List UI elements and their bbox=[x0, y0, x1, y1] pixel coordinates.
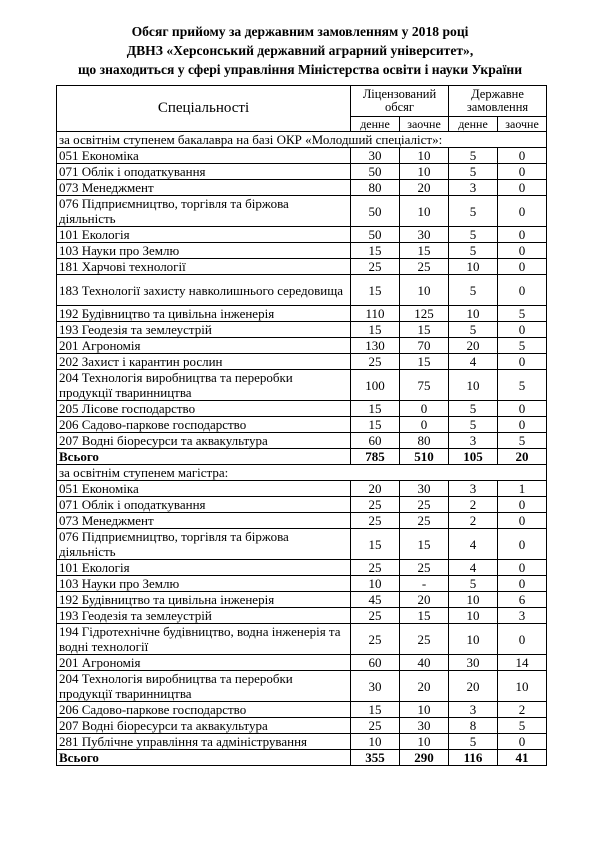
cell-st-ext: 0 bbox=[498, 164, 547, 180]
cell-st-ext: 0 bbox=[498, 196, 547, 227]
cell-lic-day: 80 bbox=[351, 180, 400, 196]
specialty-name: 205 Лісове господарство bbox=[57, 401, 351, 417]
cell-st-ext: 5 bbox=[498, 306, 547, 322]
cell-lic-day: 25 bbox=[351, 259, 400, 275]
cell-lic-day: 60 bbox=[351, 655, 400, 671]
cell-st-day: 5 bbox=[449, 401, 498, 417]
cell-lic-day: 50 bbox=[351, 196, 400, 227]
cell-lic-day: 15 bbox=[351, 529, 400, 560]
cell-st-day: 2 bbox=[449, 497, 498, 513]
table-row bbox=[57, 655, 547, 671]
table-row bbox=[57, 497, 547, 513]
cell-lic-ext: 10 bbox=[400, 164, 449, 180]
cell-st-ext: 0 bbox=[498, 259, 547, 275]
specialty-name: 071 Облік і оподаткування bbox=[57, 497, 351, 513]
cell-st-ext: 0 bbox=[498, 243, 547, 259]
cell-st-day: 3 bbox=[449, 481, 498, 497]
table-row bbox=[57, 148, 547, 164]
specialty-name: 206 Садово-паркове господарство bbox=[57, 702, 351, 718]
specialty-name: 071 Облік і оподаткування bbox=[57, 164, 351, 180]
specialty-name: 051 Економіка bbox=[57, 148, 351, 164]
specialty-name: 051 Економіка bbox=[57, 481, 351, 497]
table-row bbox=[57, 529, 547, 560]
cell-st-ext: 3 bbox=[498, 608, 547, 624]
cell-lic-day: 10 bbox=[351, 734, 400, 750]
table-row bbox=[57, 608, 547, 624]
cell-st-ext: 5 bbox=[498, 338, 547, 354]
cell-lic-day: 130 bbox=[351, 338, 400, 354]
total-row bbox=[57, 449, 547, 465]
header-licensed-ext: заочне bbox=[400, 117, 449, 132]
cell-lic-day: 30 bbox=[351, 148, 400, 164]
specialty-name: 076 Підприємництво, торгівля та біржова діяльність bbox=[57, 196, 351, 227]
table-row bbox=[57, 322, 547, 338]
cell-lic-day: 355 bbox=[351, 750, 400, 766]
cell-st-ext: 0 bbox=[498, 624, 547, 655]
header-state-order: Державне замовлення bbox=[449, 86, 547, 117]
cell-lic-ext: 0 bbox=[400, 417, 449, 433]
cell-st-ext: 0 bbox=[498, 275, 547, 306]
specialty-name: 192 Будівництво та цивільна інженерія bbox=[57, 592, 351, 608]
cell-st-ext: 0 bbox=[498, 401, 547, 417]
cell-st-day: 10 bbox=[449, 608, 498, 624]
cell-lic-ext: 70 bbox=[400, 338, 449, 354]
specialty-name: 073 Менеджмент bbox=[57, 180, 351, 196]
cell-st-ext: 2 bbox=[498, 702, 547, 718]
section-title: за освітнім ступенем магістра: bbox=[57, 465, 547, 481]
table-row bbox=[57, 370, 547, 401]
specialty-name: 206 Садово-паркове господарство bbox=[57, 417, 351, 433]
table-row bbox=[57, 702, 547, 718]
cell-st-day: 3 bbox=[449, 702, 498, 718]
cell-lic-day: 15 bbox=[351, 322, 400, 338]
specialty-name: 194 Гідротехнічне будівництво, водна інженерія та водні технології bbox=[57, 624, 351, 655]
specialty-name: 204 Технологія виробництва та переробки продукції тваринництва bbox=[57, 671, 351, 702]
cell-st-day: 4 bbox=[449, 560, 498, 576]
specialty-name: 103 Науки про Землю bbox=[57, 576, 351, 592]
specialty-name: 201 Агрономія bbox=[57, 655, 351, 671]
cell-lic-day: 25 bbox=[351, 624, 400, 655]
cell-lic-ext: 25 bbox=[400, 259, 449, 275]
cell-st-ext: 0 bbox=[498, 180, 547, 196]
cell-lic-ext: 15 bbox=[400, 529, 449, 560]
cell-st-day: 30 bbox=[449, 655, 498, 671]
cell-st-ext: 0 bbox=[498, 227, 547, 243]
admission-table bbox=[56, 85, 547, 766]
header-specialties: Спеціальності bbox=[57, 86, 351, 132]
cell-lic-day: 15 bbox=[351, 275, 400, 306]
cell-st-ext: 0 bbox=[498, 576, 547, 592]
cell-lic-ext: 25 bbox=[400, 624, 449, 655]
cell-lic-ext: 15 bbox=[400, 354, 449, 370]
cell-lic-ext: 25 bbox=[400, 497, 449, 513]
cell-lic-day: 15 bbox=[351, 702, 400, 718]
cell-lic-day: 15 bbox=[351, 243, 400, 259]
table-row bbox=[57, 196, 547, 227]
cell-st-day: 10 bbox=[449, 306, 498, 322]
cell-st-ext: 0 bbox=[498, 734, 547, 750]
cell-lic-day: 25 bbox=[351, 497, 400, 513]
cell-st-day: 10 bbox=[449, 259, 498, 275]
cell-lic-day: 50 bbox=[351, 164, 400, 180]
section-title: за освітнім ступенем бакалавра на базі ОКР «Молодший спеціаліст»: bbox=[57, 132, 547, 148]
specialty-name: 207 Водні біоресурси та аквакультура bbox=[57, 718, 351, 734]
total-row bbox=[57, 750, 547, 766]
table-row bbox=[57, 734, 547, 750]
specialty-name: 101 Екологія bbox=[57, 560, 351, 576]
cell-st-ext: 5 bbox=[498, 370, 547, 401]
specialty-name: 193 Геодезія та землеустрій bbox=[57, 322, 351, 338]
cell-st-day: 3 bbox=[449, 180, 498, 196]
specialty-name: 183 Технології захисту навколишнього середовища bbox=[57, 275, 351, 306]
cell-lic-ext: 10 bbox=[400, 196, 449, 227]
cell-lic-ext: 0 bbox=[400, 401, 449, 417]
table-row bbox=[57, 354, 547, 370]
header-state-day: денне bbox=[449, 117, 498, 132]
cell-st-day: 20 bbox=[449, 338, 498, 354]
table-row bbox=[57, 259, 547, 275]
cell-st-ext: 0 bbox=[498, 529, 547, 560]
cell-lic-ext: 30 bbox=[400, 227, 449, 243]
specialty-name: 201 Агрономія bbox=[57, 338, 351, 354]
cell-st-day: 5 bbox=[449, 275, 498, 306]
cell-st-day: 5 bbox=[449, 417, 498, 433]
cell-st-day: 5 bbox=[449, 196, 498, 227]
cell-lic-day: 20 bbox=[351, 481, 400, 497]
cell-lic-day: 100 bbox=[351, 370, 400, 401]
table-row bbox=[57, 560, 547, 576]
cell-lic-ext: 30 bbox=[400, 718, 449, 734]
cell-lic-ext: 15 bbox=[400, 243, 449, 259]
cell-lic-ext: 10 bbox=[400, 702, 449, 718]
table-row bbox=[57, 576, 547, 592]
cell-st-ext: 0 bbox=[498, 497, 547, 513]
cell-lic-ext: 510 bbox=[400, 449, 449, 465]
specialty-name: 073 Менеджмент bbox=[57, 513, 351, 529]
cell-st-day: 5 bbox=[449, 243, 498, 259]
table-row bbox=[57, 433, 547, 449]
cell-lic-day: 15 bbox=[351, 401, 400, 417]
cell-st-ext: 14 bbox=[498, 655, 547, 671]
cell-lic-day: 50 bbox=[351, 227, 400, 243]
cell-lic-ext: 20 bbox=[400, 592, 449, 608]
cell-st-ext: 0 bbox=[498, 148, 547, 164]
specialty-name: 193 Геодезія та землеустрій bbox=[57, 608, 351, 624]
table-row bbox=[57, 180, 547, 196]
cell-lic-ext: 10 bbox=[400, 148, 449, 164]
cell-st-day: 116 bbox=[449, 750, 498, 766]
cell-st-ext: 0 bbox=[498, 322, 547, 338]
cell-st-day: 4 bbox=[449, 529, 498, 560]
cell-lic-ext: 125 bbox=[400, 306, 449, 322]
specialty-name: 103 Науки про Землю bbox=[57, 243, 351, 259]
cell-st-day: 10 bbox=[449, 624, 498, 655]
cell-st-ext: 20 bbox=[498, 449, 547, 465]
table-row bbox=[57, 306, 547, 322]
cell-st-ext: 0 bbox=[498, 560, 547, 576]
table-row bbox=[57, 417, 547, 433]
cell-st-day: 5 bbox=[449, 734, 498, 750]
header-licensed: Ліцензований обсяг bbox=[351, 86, 449, 117]
table-row bbox=[57, 592, 547, 608]
specialty-name: 192 Будівництво та цивільна інженерія bbox=[57, 306, 351, 322]
cell-st-day: 3 bbox=[449, 433, 498, 449]
cell-lic-day: 110 bbox=[351, 306, 400, 322]
section-row bbox=[57, 132, 547, 148]
section-row bbox=[57, 465, 547, 481]
cell-lic-ext: 290 bbox=[400, 750, 449, 766]
title-line-1: Обсяг прийому за державним замовленням у 2018 році bbox=[131, 24, 469, 39]
cell-lic-ext: 10 bbox=[400, 275, 449, 306]
header-state-ext: заочне bbox=[498, 117, 547, 132]
cell-lic-ext: 25 bbox=[400, 560, 449, 576]
table-row bbox=[57, 275, 547, 306]
cell-lic-day: 30 bbox=[351, 671, 400, 702]
cell-lic-ext: - bbox=[400, 576, 449, 592]
table-row bbox=[57, 243, 547, 259]
cell-lic-ext: 20 bbox=[400, 180, 449, 196]
specialty-name: 281 Публічне управління та адміністрування bbox=[57, 734, 351, 750]
cell-lic-ext: 20 bbox=[400, 671, 449, 702]
cell-lic-day: 10 bbox=[351, 576, 400, 592]
table-row bbox=[57, 227, 547, 243]
cell-st-day: 5 bbox=[449, 576, 498, 592]
cell-st-day: 20 bbox=[449, 671, 498, 702]
specialty-name: 076 Підприємництво, торгівля та біржова діяльність bbox=[57, 529, 351, 560]
table-body bbox=[57, 132, 547, 766]
cell-st-day: 5 bbox=[449, 164, 498, 180]
cell-st-day: 105 bbox=[449, 449, 498, 465]
cell-lic-day: 25 bbox=[351, 354, 400, 370]
cell-st-day: 5 bbox=[449, 148, 498, 164]
cell-st-ext: 0 bbox=[498, 354, 547, 370]
cell-st-ext: 1 bbox=[498, 481, 547, 497]
table-row bbox=[57, 481, 547, 497]
cell-lic-ext: 40 bbox=[400, 655, 449, 671]
table-row bbox=[57, 338, 547, 354]
cell-st-ext: 5 bbox=[498, 433, 547, 449]
cell-lic-ext: 75 bbox=[400, 370, 449, 401]
cell-lic-day: 25 bbox=[351, 513, 400, 529]
table-row bbox=[57, 671, 547, 702]
cell-st-day: 10 bbox=[449, 592, 498, 608]
specialty-name: 181 Харчові технології bbox=[57, 259, 351, 275]
cell-lic-ext: 80 bbox=[400, 433, 449, 449]
title-line-3: що знаходиться у сфері управління Міністерства освіти і науки України bbox=[77, 62, 523, 77]
cell-st-ext: 6 bbox=[498, 592, 547, 608]
cell-st-ext: 0 bbox=[498, 417, 547, 433]
document-title bbox=[0, 22, 600, 79]
table-row bbox=[57, 164, 547, 180]
header-licensed-day: денне bbox=[351, 117, 400, 132]
cell-st-day: 4 bbox=[449, 354, 498, 370]
table-row bbox=[57, 513, 547, 529]
cell-st-ext: 41 bbox=[498, 750, 547, 766]
cell-lic-day: 60 bbox=[351, 433, 400, 449]
cell-lic-day: 785 bbox=[351, 449, 400, 465]
table-row bbox=[57, 718, 547, 734]
specialty-name: 207 Водні біоресурси та аквакультура bbox=[57, 433, 351, 449]
cell-st-day: 10 bbox=[449, 370, 498, 401]
cell-st-ext: 0 bbox=[498, 513, 547, 529]
cell-lic-ext: 15 bbox=[400, 322, 449, 338]
cell-lic-day: 25 bbox=[351, 560, 400, 576]
cell-st-day: 5 bbox=[449, 227, 498, 243]
total-label: Всього bbox=[57, 449, 351, 465]
specialty-name: 202 Захист і карантин рослин bbox=[57, 354, 351, 370]
cell-st-day: 8 bbox=[449, 718, 498, 734]
cell-st-day: 5 bbox=[449, 322, 498, 338]
cell-st-day: 2 bbox=[449, 513, 498, 529]
cell-lic-ext: 10 bbox=[400, 734, 449, 750]
cell-lic-day: 25 bbox=[351, 608, 400, 624]
cell-lic-ext: 30 bbox=[400, 481, 449, 497]
specialty-name: 204 Технологія виробництва та переробки продукції тваринництва bbox=[57, 370, 351, 401]
table-row bbox=[57, 624, 547, 655]
title-line-2: ДВНЗ «Херсонський державний аграрний університет», bbox=[126, 43, 474, 58]
specialty-name: 101 Екологія bbox=[57, 227, 351, 243]
cell-lic-ext: 25 bbox=[400, 513, 449, 529]
cell-lic-day: 45 bbox=[351, 592, 400, 608]
cell-lic-day: 15 bbox=[351, 417, 400, 433]
cell-st-ext: 10 bbox=[498, 671, 547, 702]
total-label: Всього bbox=[57, 750, 351, 766]
table-row bbox=[57, 401, 547, 417]
cell-lic-day: 25 bbox=[351, 718, 400, 734]
cell-st-ext: 5 bbox=[498, 718, 547, 734]
cell-lic-ext: 15 bbox=[400, 608, 449, 624]
